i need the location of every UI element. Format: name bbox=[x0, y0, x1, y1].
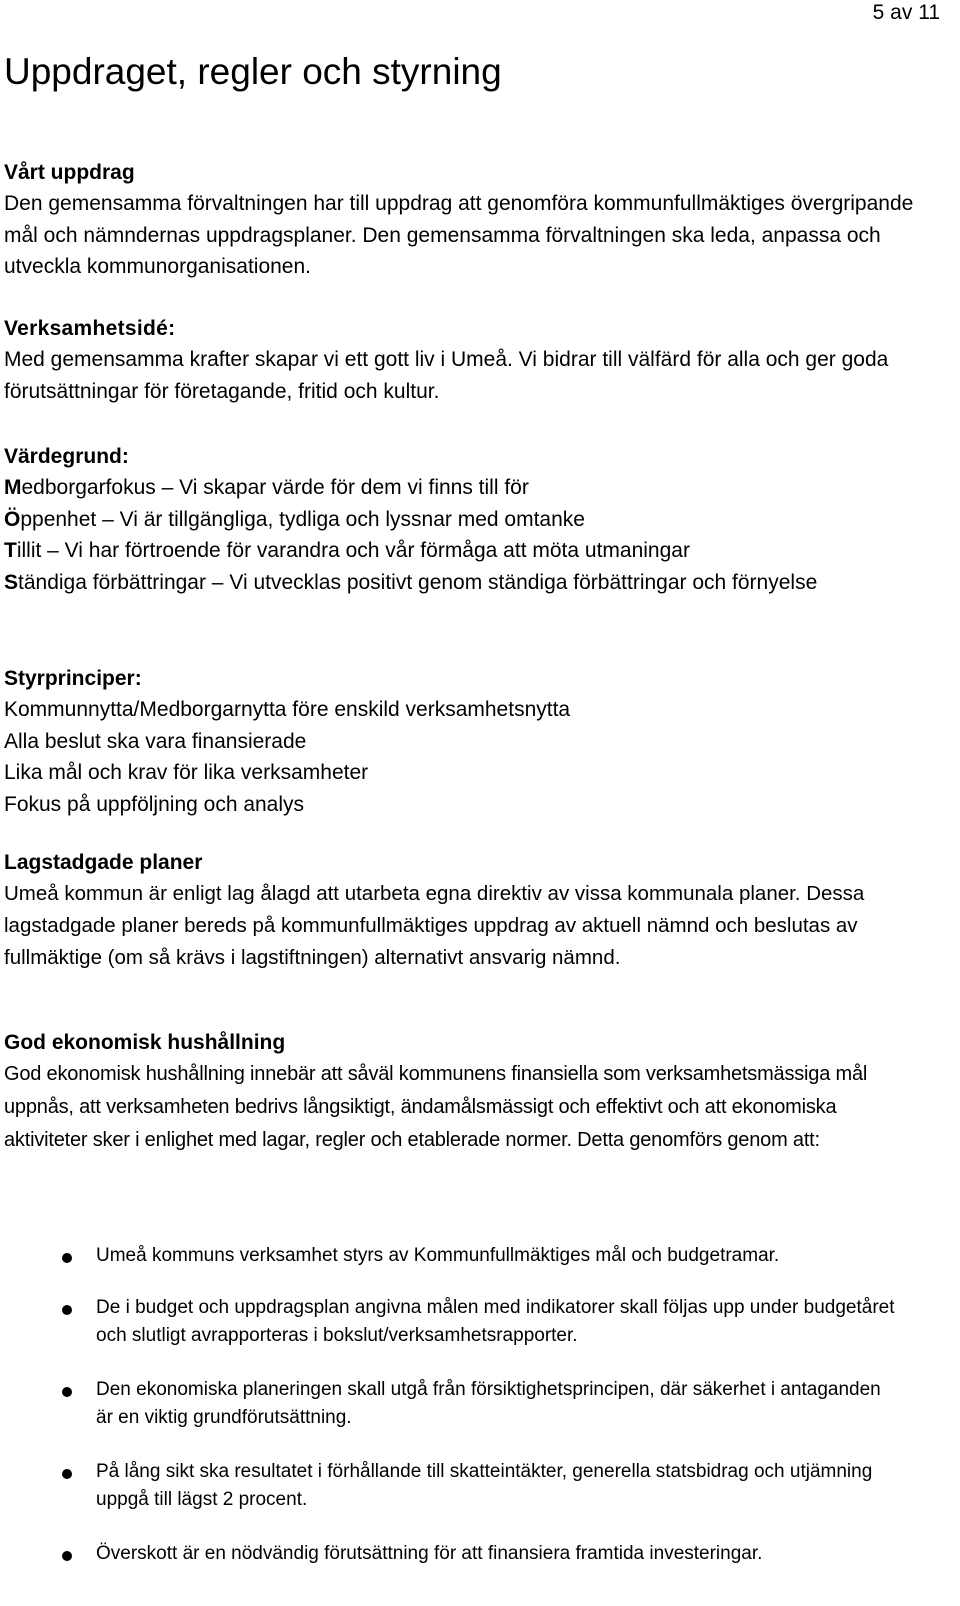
vardegrund-item: Öppenhet – Vi är tillgängliga, tydliga och lyssnar med omtanke bbox=[4, 507, 585, 531]
styrprincip-item: Alla beslut ska vara finansierade bbox=[4, 729, 307, 753]
vardegrund-heading: Värdegrund: bbox=[4, 445, 129, 468]
styrprincip-item: Fokus på uppföljning och analys bbox=[4, 792, 305, 816]
bullet-text: På lång sikt ska resultatet i förhållande till skatteintäkter, generella statsbidrag och utjämning uppgå till lägst 2 procent. bbox=[96, 1461, 873, 1510]
verksamhetside-text: Med gemensamma krafter skapar vi ett gott liv i Umeå. Vi bidrar till välfärd för alla och ger goda förutsättningar för företagande, fritid och kultur. bbox=[4, 348, 889, 403]
uppdrag-text: Den gemensamma förvaltningen har till uppdrag att genomföra kommunfullmäktiges övergripande mål och nämndernas uppdragsplaner. Den gemensamma förvaltningen ska leda, anpassa och utveckla kommunorganisationen. bbox=[4, 192, 914, 278]
vardegrund-item: Medborgarfokus – Vi skapar värde för dem vi finns till för bbox=[4, 476, 529, 499]
bullet-icon bbox=[62, 1305, 72, 1315]
vardegrund-item: Ständiga förbättringar – Vi utvecklas positivt genom ständiga förbättringar och förnyelse bbox=[4, 570, 818, 594]
styrprincip-item: Kommunnytta/Medborgarnytta före enskild verksamhetsnytta bbox=[4, 698, 571, 721]
verksamhetside-section bbox=[4, 314, 950, 407]
styrprincip-item: Lika mål och krav för lika verksamheter bbox=[4, 761, 369, 784]
lagstadgade-heading: Lagstadgade planer bbox=[4, 851, 203, 874]
bullet-text: Umeå kommuns verksamhet styrs av Kommunfullmäktiges mål och budgetramar. bbox=[96, 1245, 780, 1266]
bullet-icon bbox=[62, 1551, 72, 1561]
page-number: 5 av 11 bbox=[872, 1, 940, 24]
bullet-text: De i budget och uppdragsplan angivna målen med indikatorer skall följas upp under budgetåret och slutligt avrapporteras i bokslut/verksamhetsrapporter. bbox=[96, 1297, 895, 1346]
bullet-icon bbox=[62, 1387, 72, 1397]
bullet-text: Den ekonomiska planeringen skall utgå från försiktighetsprincipen, där säkerhet i antaganden är en viktig grundförutsättning. bbox=[96, 1379, 881, 1428]
uppdrag-heading: Vårt uppdrag bbox=[4, 161, 135, 184]
uppdrag-section bbox=[4, 158, 950, 283]
ekonomi-text: God ekonomisk hushållning innebär att såväl kommunens finansiella som verksamhetsmässiga mål uppnås, att verksamheten bedrivs långsiktigt, ändamålsmässigt och effektivt och att ekonomiska aktiviteter sker i enlighet med lagar, regler och etablerade normer. Detta genomförs genom att: bbox=[4, 1063, 868, 1151]
verksamhetside-heading: Verksamhetsidé: bbox=[4, 317, 176, 340]
styrprinciper-heading: Styrprinciper: bbox=[4, 667, 142, 690]
bullet-text: Överskott är en nödvändig förutsättning för att finansiera framtida investeringar. bbox=[96, 1543, 763, 1564]
vardegrund-section bbox=[4, 442, 950, 598]
ekonomi-heading: God ekonomisk hushållning bbox=[4, 1031, 286, 1054]
ekonomi-section bbox=[4, 1028, 950, 1157]
page-title: Uppdraget, regler och styrning bbox=[4, 51, 502, 92]
bullet-icon bbox=[62, 1253, 72, 1263]
lagstadgade-section bbox=[4, 848, 950, 974]
styrprinciper-section bbox=[4, 664, 950, 820]
bullet-icon bbox=[62, 1469, 72, 1479]
vardegrund-item: Tillit – Vi har förtroende för varandra och vår förmåga att möta utmaningar bbox=[4, 539, 690, 562]
lagstadgade-text: Umeå kommun är enligt lag ålagd att utarbeta egna direktiv av vissa kommunala planer. Dessa lagstadgade planer bereds på kommunfullmäktiges uppdrag av aktuell nämnd och beslutas av fullmäktige (om så krävs i lagstiftningen) alternativt ansvarig nämnd. bbox=[4, 882, 865, 969]
